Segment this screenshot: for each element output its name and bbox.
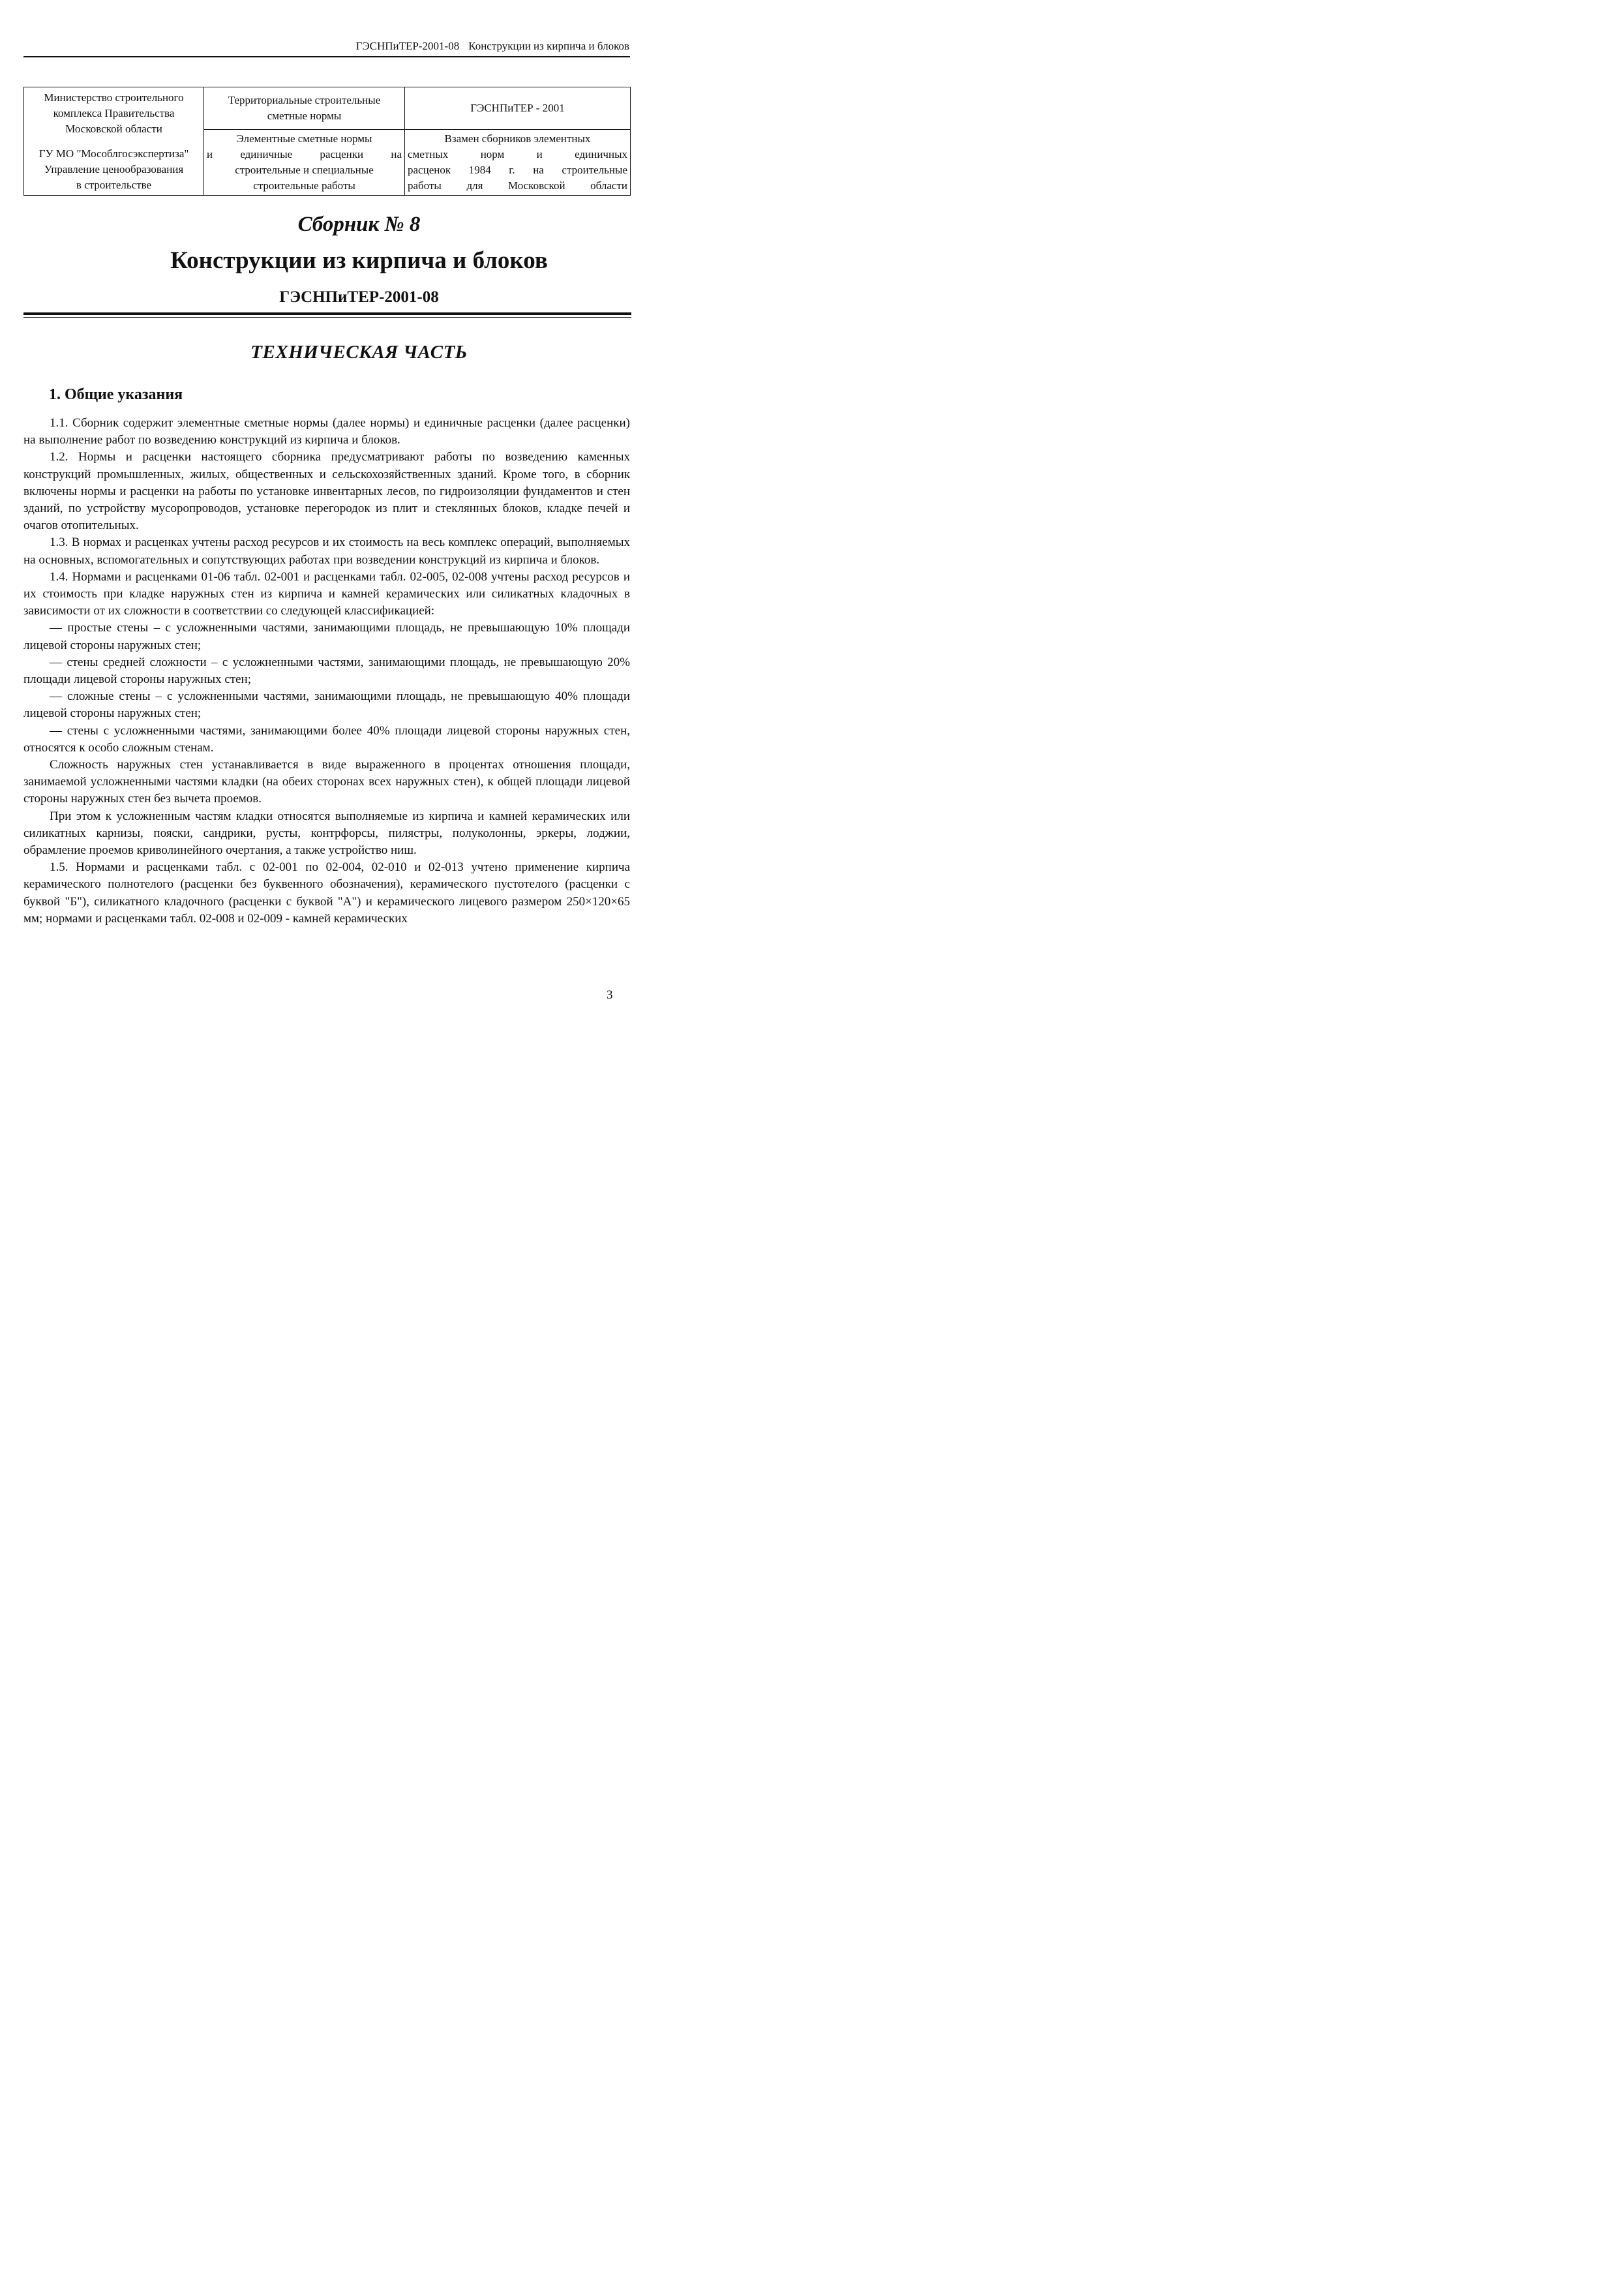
body-text xyxy=(23,415,630,927)
collection-title: Конструкции из кирпича и блоков xyxy=(170,247,548,274)
title-rule-thin xyxy=(23,317,631,318)
paragraph: 1.2. Нормы и расценки настоящего сборника предусматривают работы по возведению каменных конструкций промышленных, жилых, общественных и сельскохозяйственных зданий. Кроме того, в сборник включены нормы и расценки на работы по установке инвентарных лесов, по гидроизоляции фундаментов и стен зданий, по устройству мусоропроводов, установке перегородок из плит и стеклянных блоков, кладке печей и очагов отопительных. xyxy=(23,450,630,533)
paragraph: При этом к усложненным частям кладки относятся выполняемые из кирпича и камней керамических или силикатных карнизы, пояски, сандрики, русты, контрфорсы, пилястры, полуколонны, эркеры, лоджии, обрамление проемов криволинейного очертания, а также устройство ниш. xyxy=(23,809,630,858)
agency-name: ГУ МО "Мособлгосэкспертиза" Управление ценообразования в строительстве xyxy=(38,147,189,191)
technical-part-heading: ТЕХНИЧЕСКАЯ ЧАСТЬ xyxy=(250,342,468,363)
page-number: 3 xyxy=(607,988,613,1002)
paragraph: Сложность наружных стен устанавливается в виде выраженного в процентах отношения площади, занимаемой усложненными частями кладки (на обеих сторонах всех наружных стен), к общей площади лицевой стороны наружных стен без вычета проемов. xyxy=(23,758,630,806)
list-item: — сложные стены – с усложненными частями, занимающими площадь, не превышающую 40% площади лицевой стороны наружных стен; xyxy=(23,689,630,721)
header-code: ГЭСНПиТЕР-2001-08 xyxy=(355,40,460,52)
collection-code: ГЭСНПиТЕР-2001-08 xyxy=(279,288,439,306)
paragraph: 1.3. В нормах и расценках учтены расход ресурсов и их стоимость на весь комплекс операций, выполняемых на основных, вспомогательных и сопутствующих работах при возведении конструкций из кирпича и блоков. xyxy=(23,535,630,567)
collection-number: Сборник № 8 xyxy=(297,213,421,236)
title-rule-thick xyxy=(23,312,631,315)
norms-type-cell: Территориальные строительные сметные нормы xyxy=(204,87,405,130)
running-header xyxy=(26,39,629,53)
replacement-note-cell: Взамен сборников элементных сметных норм и единичных расценок 1984 г. на строительные работы для Московской области xyxy=(405,130,631,196)
list-item: — простые стены – с усложненными частями, занимающими площадь, не превышающую 10% площади лицевой стороны наружных стен; xyxy=(23,621,630,652)
ministry-name: Министерство строительного комплекса Правительства Московской области xyxy=(44,91,184,135)
paragraph: 1.1. Сборник содержит элементные сметные нормы (далее нормы) и единичные расценки (далее расценки) на выполнение работ по возведению конструкций из кирпича и блоков. xyxy=(23,416,630,447)
info-table xyxy=(23,87,631,196)
header-title: Конструкции из кирпича и блоков xyxy=(468,40,629,52)
ministry-cell xyxy=(24,87,204,196)
paragraph: 1.5. Нормами и расценками табл. с 02-001 по 02-004, 02-010 и 02-013 учтено применение кирпича керамического полнотелого (расценки без буквенного обозначения), керамического пустотелого (расценки с буквой "Б"), силикатного кладочного (расценки с буквой "А") и керамического лицевого размером 250×120×65 мм; нормами и расценками табл. 02-008 и 02-009 - камней керамических xyxy=(23,860,630,926)
header-rule xyxy=(23,56,630,57)
list-item: — стены средней сложности – с усложненными частями, занимающими площадь, не превышающую 20% площади лицевой стороны наружных стен; xyxy=(23,655,630,687)
norms-code-cell: ГЭСНПиТЕР - 2001 xyxy=(405,87,631,130)
list-item: — стены с усложненными частями, занимающими более 40% площади лицевой стороны наружных стен, относятся к особо сложным стенам. xyxy=(23,723,630,755)
paragraph: 1.4. Нормами и расценками 01-06 табл. 02-001 и расценками табл. 02-005, 02-008 учтены расход ресурсов и их стоимость при кладке наружных стен из кирпича и камней керамических или силикатных кладочных в зависимости от их сложности в соответствии со следующей классификацией: xyxy=(23,569,630,618)
section-heading: 1. Общие указания xyxy=(49,386,183,403)
document-page xyxy=(0,0,718,1014)
norms-description-cell: Элементные сметные нормы и единичные расценки на строительные и специальные строительные работы xyxy=(204,130,405,196)
